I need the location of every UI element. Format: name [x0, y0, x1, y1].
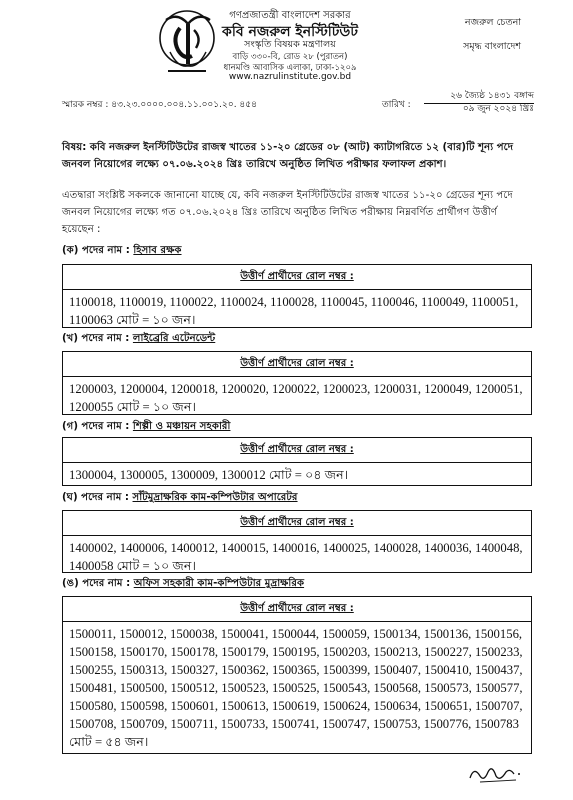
roll-numbers: 1500011, 1500012, 1500038, 1500041, 1500044, 1500059, 1500134, 1500136, 1500156, 1500158, 1500170, 1500178, 1500179, 1500195, 1500203, 1500213, 1500227, 1500233, 1500255, 1500313, 1500327, 1500362, 1500365, 1500399, 1500407, 1500410, 1500437, 1500481, 1500500, 1500512, 1500523, 1500525, 1500543, 1500568, 1500573, 1500577, 1500580, 1500598, 1500601, 1500613, 1500619, 1500624, 1500634, 1500651, 1500707, 1500708, 1500709, 1500711, 1500733, 1500741, 1500747, 1500753, 1500776, 1500783 মোট = ৫৪ জন।	[69, 627, 523, 749]
box-header: উত্তীর্ণ প্রার্থীদের রোল নম্বর :	[63, 352, 531, 377]
box-header: উত্তীর্ণ প্রার্থীদের রোল নম্বর :	[63, 438, 531, 463]
section-heading-kha	[62, 331, 215, 348]
date-gregorian: ০৯ জুন ২০২৪ খ্রিঃ	[462, 104, 534, 114]
roll-numbers: 1300004, 1300005, 1300009, 1300012 মোট = ০৪ জন।	[69, 468, 349, 482]
address-line-2: ধানমণ্ডি আবাসিক এলাকা, ঢাকা-১২০৯	[223, 63, 357, 73]
section-heading-gha	[62, 490, 298, 507]
motto-line-1: নজরুল চেতনা	[464, 17, 521, 28]
section-heading-ga	[62, 419, 230, 436]
memo-number: স্মারক নম্বর : ৪৩.২৩.০০০০.০০৪.১১.০০১.২০. ৪৫৪	[62, 100, 257, 110]
roll-numbers: 1100018, 1100019, 1100022, 1100024, 1100028, 1100045, 1100046, 1100049, 1100051, 1100063 মোট = ১০ জন।	[69, 295, 519, 327]
result-box-ka	[62, 264, 532, 328]
date-label: তারিখ :	[382, 100, 411, 110]
box-header: উত্তীর্ণ প্রার্থীদের রোল নম্বর :	[63, 265, 531, 290]
address-line-1: বাড়ি ৩৩০-বি, রোড ২৮ (পুরাতন)	[232, 52, 348, 62]
subject-line: বিষয়: কবি নজরুল ইনস্টিটিউটের রাজস্ব খাতের ১১-২০ গ্রেডের ০৮ (আট) ক্যাটাগরিতে ১২ (বার)টি শূন্য পদে জনবল নিয়োগের লক্ষ্যে ০৭.০৬.২০২৪ খ্রিঃ তারিখে অনুষ্ঠিত লিখিত পরীক্ষার ফলাফল প্রকাশ।	[62, 142, 514, 170]
post-name: শিল্পী ও মঞ্চায়ন সহকারী	[132, 421, 231, 432]
ministry-name: সংস্কৃতি বিষয়ক মন্ত্রণালয়	[244, 39, 336, 50]
signature	[466, 760, 524, 788]
post-name: লাইব্রেরি এটেনডেন্ট	[132, 333, 216, 344]
section-prefix: (খ) পদের নাম :	[62, 333, 133, 344]
website-link[interactable]: www.nazrulinstitute.gov.bd	[228, 72, 352, 82]
govt-line: গণপ্রজাতন্ত্রী বাংলাদেশ সরকার	[229, 10, 351, 21]
result-box-kha	[62, 351, 532, 415]
institute-name: কবি নজরুল ইনস্টিটিউট	[222, 24, 358, 40]
post-name: অফিস সহকারী কাম-কম্পিউটার মুদ্রাক্ষরিক	[133, 578, 305, 589]
section-prefix: (ঘ) পদের নাম :	[62, 492, 133, 503]
box-header: উত্তীর্ণ প্রার্থীদের রোল নম্বর :	[63, 597, 531, 622]
result-box-ga	[62, 437, 532, 486]
section-prefix: (ক) পদের নাম :	[62, 245, 134, 256]
result-box-gha	[62, 510, 532, 573]
section-prefix: (ঙ) পদের নাম :	[62, 578, 134, 589]
post-name: সাঁটমুদ্রাক্ষরিক কাম-কম্পিউটার অপারেটর	[132, 492, 298, 503]
box-header: উত্তীর্ণ প্রার্থীদের রোল নম্বর :	[63, 511, 531, 536]
section-heading-ka	[62, 243, 182, 260]
section-prefix: (গ) পদের নাম :	[62, 421, 133, 432]
section-heading-uma	[62, 576, 304, 593]
result-box-uma	[62, 596, 532, 754]
date-bengali: ২৬ জ্যৈষ্ঠ ১৪৩১ বঙ্গাব্দ	[424, 88, 534, 104]
motto-line-2: সমৃদ্ধ বাংলাদেশ	[463, 41, 521, 52]
intro-paragraph: এতদ্বারা সংশ্লিষ্ট সকলকে জানানো যাচ্ছে যে, কবি নজরুল ইনস্টিটিউটের রাজস্ব খাতের ১১-২০ গ্রেডের শূন্য পদে জনবল নিয়োগের লক্ষ্যে গত ০৭.০৬.২০২৪ খ্রিঃ তারিখে অনুষ্ঠিত লিখিত পরীক্ষায় নিম্নবর্ণিত প্রার্থীগণ উত্তীর্ণ হয়েছেন :	[62, 190, 513, 235]
roll-numbers: 1400002, 1400006, 1400012, 1400015, 1400016, 1400025, 1400028, 1400036, 1400048, 1400058 মোট = ১০ জন।	[69, 541, 523, 573]
roll-numbers: 1200003, 1200004, 1200018, 1200020, 1200022, 1200023, 1200031, 1200049, 1200051, 1200055 মোট = ১০ জন।	[69, 382, 523, 414]
post-name: হিসাব রক্ষক	[133, 245, 182, 256]
